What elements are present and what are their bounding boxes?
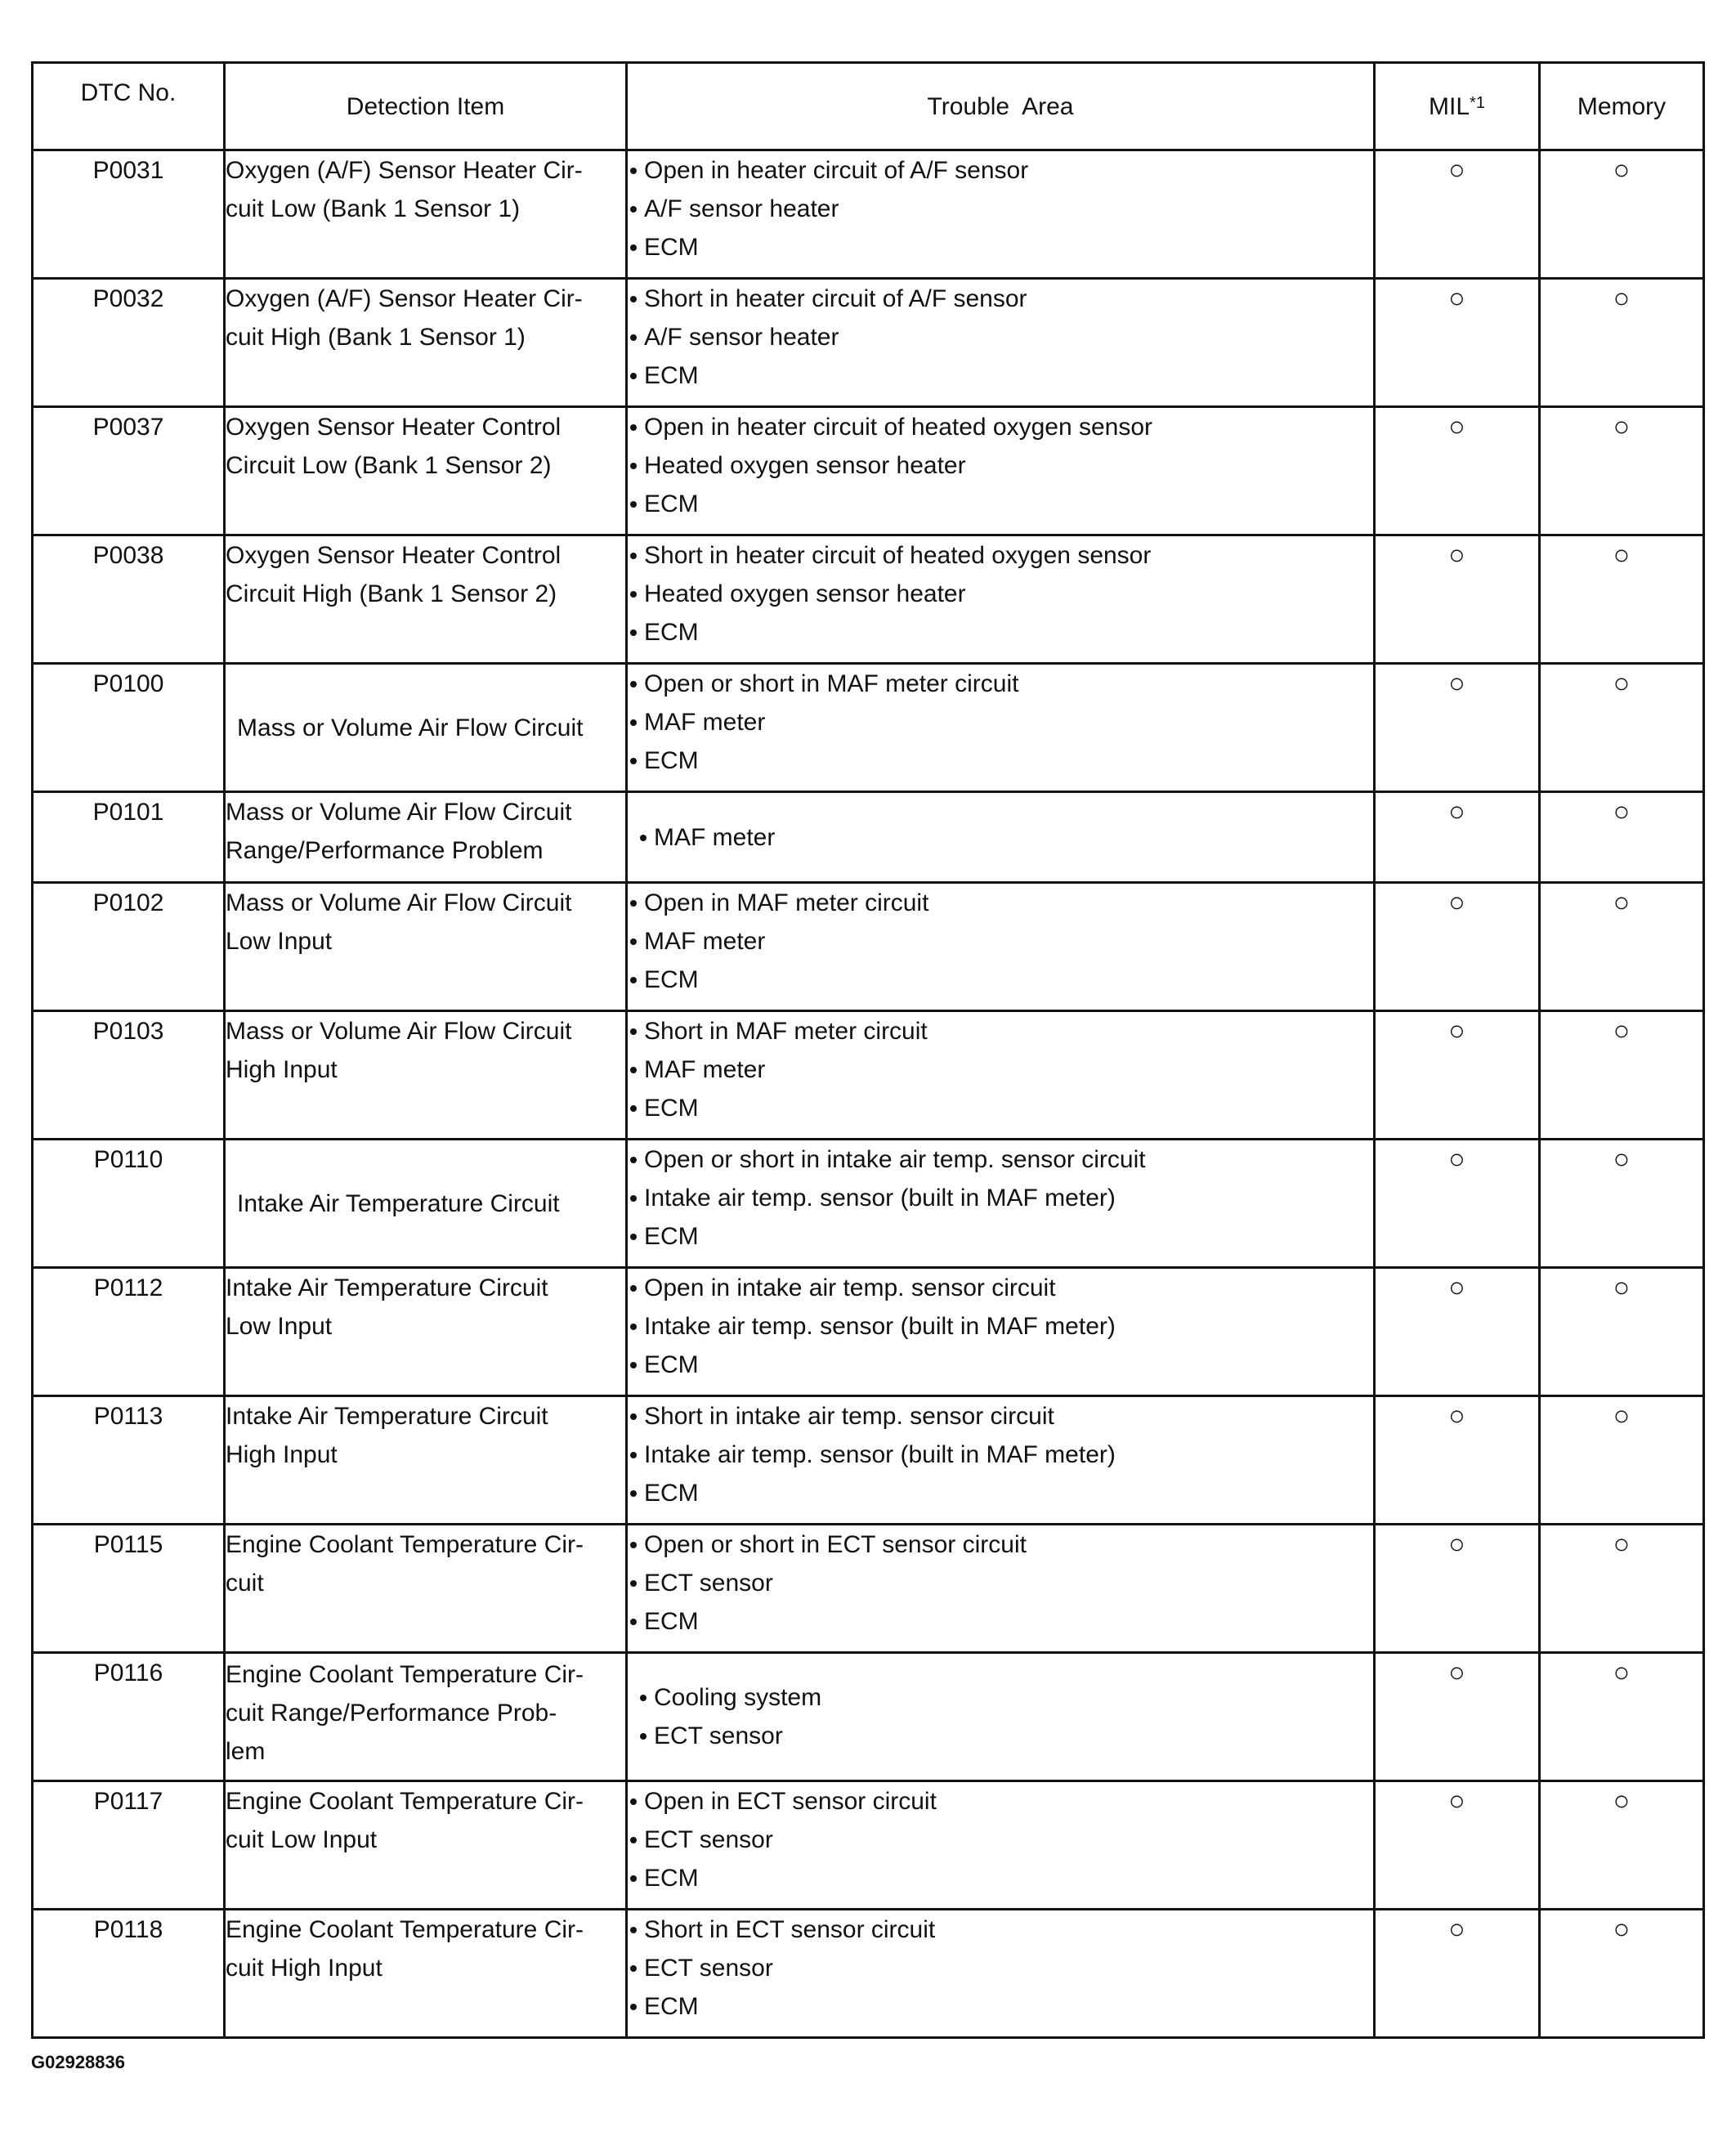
memory-cell [1540,1011,1704,1140]
trouble-area-item: Short in intake air temp. sensor circuit [628,1397,1373,1436]
mil-circle-icon: ○ [1448,540,1465,571]
trouble-area-item: Short in heater circuit of A/F sensor [628,280,1373,318]
detection-item: Oxygen Sensor Heater Control Circuit Low (Bank 1 Sensor 2) [225,407,627,535]
trouble-area-list [628,884,1373,999]
trouble-area-item: ECM [628,1346,1373,1384]
trouble-area-item: Intake air temp. sensor (built in MAF meter) [628,1179,1373,1217]
trouble-area-item: Open or short in ECT sensor circuit [628,1525,1373,1564]
detection-item: Oxygen Sensor Heater Control Circuit High (Bank 1 Sensor 2) [225,535,627,664]
trouble-area-item: Short in heater circuit of heated oxygen sensor [628,536,1373,575]
mil-circle-icon: ○ [1448,668,1465,699]
memory-circle-icon: ○ [1613,1785,1631,1816]
dtc-code: P0118 [33,1910,225,2038]
dtc-code: P0100 [33,664,225,792]
trouble-area-item: A/F sensor heater [628,318,1373,356]
dtc-code: P0113 [33,1396,225,1525]
dtc-code: P0110 [33,1140,225,1268]
trouble-area-item: ECT sensor [638,1717,1365,1755]
trouble-area-item: Open in heater circuit of heated oxygen sensor [628,408,1373,446]
trouble-area-list [628,1782,1373,1897]
header-mil: MIL $^{*1}$ [1375,63,1540,150]
table-row [33,1653,1704,1781]
memory-circle-icon: ○ [1613,155,1631,186]
trouble-area-item: ECM [628,1217,1373,1256]
table-row [33,883,1704,1011]
trouble-area-list [628,1525,1373,1641]
memory-cell [1540,1653,1704,1781]
memory-cell [1540,279,1704,407]
trouble-area-list [628,536,1373,652]
memory-circle-icon: ○ [1613,1015,1631,1046]
trouble-area-item: Intake air temp. sensor (built in MAF meter) [628,1436,1373,1474]
memory-circle-icon: ○ [1613,540,1631,571]
memory-circle-icon: ○ [1613,283,1631,314]
trouble-area [627,1910,1375,2038]
trouble-area [627,279,1375,407]
detection-item: Mass or Volume Air Flow Circuit Low Input [225,883,627,1011]
trouble-area-item: Short in ECT sensor circuit [628,1910,1373,1949]
trouble-area-list [628,1269,1373,1384]
mil-cell [1375,150,1540,279]
dtc-code: P0112 [33,1268,225,1396]
table-row [33,1268,1704,1396]
trouble-area [627,664,1375,792]
trouble-area [627,1653,1375,1781]
mil-circle-icon: ○ [1448,1144,1465,1175]
trouble-area-list [638,1678,1365,1755]
memory-cell [1540,792,1704,883]
memory-circle-icon: ○ [1613,668,1631,699]
trouble-area-item: A/F sensor heater [628,190,1373,228]
memory-circle-icon: ○ [1613,887,1631,918]
header-memory: Memory [1540,63,1704,150]
trouble-area [627,1011,1375,1140]
trouble-area-item: ECM [628,1987,1373,2026]
trouble-area-list [628,408,1373,523]
memory-circle-icon: ○ [1613,1657,1631,1688]
detection-item: Mass or Volume Air Flow Circuit Range/Performance Problem [225,792,627,883]
dtc-code: P0117 [33,1781,225,1910]
table-body [33,150,1704,2038]
trouble-area-item: Open or short in MAF meter circuit [628,665,1373,703]
memory-circle-icon: ○ [1613,1272,1631,1303]
table-row [33,1910,1704,2038]
memory-cell [1540,1268,1704,1396]
trouble-area-item: Open in intake air temp. sensor circuit [628,1269,1373,1307]
mil-cell [1375,1653,1540,1781]
table-row [33,664,1704,792]
memory-cell [1540,1781,1704,1910]
mil-cell [1375,883,1540,1011]
memory-cell [1540,664,1704,792]
trouble-area-list [628,665,1373,780]
dtc-code: P0031 [33,150,225,279]
mil-circle-icon: ○ [1448,1015,1465,1046]
dtc-code: P0102 [33,883,225,1011]
mil-circle-icon: ○ [1448,155,1465,186]
memory-cell [1540,150,1704,279]
memory-cell [1540,535,1704,664]
header-row [33,63,1704,150]
table-row [33,1781,1704,1910]
trouble-area-item: ECM [628,1474,1373,1512]
memory-circle-icon: ○ [1613,1144,1631,1175]
trouble-area-item: ECM [628,1602,1373,1641]
mil-cell [1375,1011,1540,1140]
trouble-area-item: ECM [628,741,1373,780]
memory-circle-icon: ○ [1613,1914,1631,1945]
trouble-area-item: ECT sensor [628,1821,1373,1859]
memory-cell [1540,1396,1704,1525]
trouble-area-item: ECM [628,613,1373,652]
header-detection-item: Detection Item [225,63,627,150]
trouble-area-item: ECM [628,228,1373,267]
memory-circle-icon: ○ [1613,1400,1631,1431]
trouble-area-item: ECM [628,1089,1373,1127]
trouble-area [627,407,1375,535]
table-row [33,792,1704,883]
table-row [33,1525,1704,1653]
memory-cell [1540,407,1704,535]
header-trouble-area: Trouble Area [627,63,1375,150]
mil-cell [1375,407,1540,535]
memory-cell [1540,1140,1704,1268]
dtc-code: P0116 [33,1653,225,1781]
detection-item: Oxygen (A/F) Sensor Heater Cir- cuit Low (Bank 1 Sensor 1) [225,150,627,279]
trouble-area-list [628,1910,1373,2026]
mil-label: MIL [1429,92,1470,120]
trouble-area-item: Cooling system [638,1678,1365,1717]
mil-circle-icon: ○ [1448,411,1465,442]
trouble-area [627,792,1375,883]
detection-item: Intake Air Temperature Circuit High Input [225,1396,627,1525]
trouble-area [627,150,1375,279]
memory-circle-icon: ○ [1613,411,1631,442]
trouble-area-item: ECM [628,1859,1373,1897]
mil-circle-icon: ○ [1448,796,1465,827]
header-dtc-no: DTC No. [33,63,225,150]
trouble-area-item: ECM [628,961,1373,999]
table-row [33,1011,1704,1140]
trouble-area [627,883,1375,1011]
trouble-area-item: Short in MAF meter circuit [628,1012,1373,1050]
mil-circle-icon: ○ [1448,283,1465,314]
dtc-code: P0037 [33,407,225,535]
trouble-area-item: Open in heater circuit of A/F sensor [628,151,1373,190]
trouble-area-item: MAF meter [628,703,1373,741]
trouble-area [627,1140,1375,1268]
trouble-area [627,535,1375,664]
trouble-area-item: MAF meter [628,922,1373,961]
trouble-area-item: ECT sensor [628,1949,1373,1987]
mil-cell [1375,664,1540,792]
memory-cell [1540,883,1704,1011]
table-row [33,1396,1704,1525]
mil-cell [1375,1525,1540,1653]
trouble-area-item: Heated oxygen sensor heater [628,575,1373,613]
trouble-area-list [628,1012,1373,1127]
detection-item: Oxygen (A/F) Sensor Heater Cir- cuit High (Bank 1 Sensor 1) [225,279,627,407]
mil-cell [1375,1781,1540,1910]
detection-item: Intake Air Temperature Circuit Low Input [225,1268,627,1396]
mil-cell [1375,1396,1540,1525]
trouble-area-item: Open in MAF meter circuit [628,884,1373,922]
memory-circle-icon: ○ [1613,796,1631,827]
table-row [33,535,1704,664]
trouble-area-list [628,1140,1373,1256]
trouble-area-item: ECT sensor [628,1564,1373,1602]
mil-cell [1375,279,1540,407]
detection-item: Mass or Volume Air Flow Circuit [225,664,627,792]
memory-cell [1540,1525,1704,1653]
trouble-area-list [628,280,1373,395]
mil-cell [1375,535,1540,664]
mil-circle-icon: ○ [1448,1400,1465,1431]
dtc-code: P0038 [33,535,225,664]
trouble-area-item: Open in ECT sensor circuit [628,1782,1373,1821]
mil-circle-icon: ○ [1448,1657,1465,1688]
detection-item: Engine Coolant Temperature Cir- cuit [225,1525,627,1653]
detection-item: Engine Coolant Temperature Cir- cuit High Input [225,1910,627,2038]
dtc-code: P0103 [33,1011,225,1140]
table-row [33,279,1704,407]
trouble-area-item: MAF meter [638,818,1365,857]
trouble-area-list [628,1397,1373,1512]
table-row [33,407,1704,535]
trouble-area [627,1396,1375,1525]
detection-item: Engine Coolant Temperature Cir- cuit Range/Performance Prob- lem [225,1653,627,1781]
trouble-area-item: Open or short in intake air temp. sensor circuit [628,1140,1373,1179]
dtc-code: P0115 [33,1525,225,1653]
trouble-area-list [638,818,1365,857]
trouble-area-item: Intake air temp. sensor (built in MAF meter) [628,1307,1373,1346]
mil-cell [1375,1910,1540,2038]
table-row [33,1140,1704,1268]
table-row [33,150,1704,279]
memory-cell [1540,1910,1704,2038]
mil-cell [1375,1268,1540,1396]
mil-circle-icon: ○ [1448,887,1465,918]
mil-cell [1375,1140,1540,1268]
detection-item: Engine Coolant Temperature Cir- cuit Low Input [225,1781,627,1910]
trouble-area [627,1268,1375,1396]
trouble-area-list [628,151,1373,267]
trouble-area-item: Heated oxygen sensor heater [628,446,1373,485]
dtc-code: P0032 [33,279,225,407]
dtc-code: P0101 [33,792,225,883]
mil-circle-icon: ○ [1448,1529,1465,1560]
memory-circle-icon: ○ [1613,1529,1631,1560]
trouble-area [627,1781,1375,1910]
figure-code: G02928836 [31,2052,125,2072]
mil-circle-icon: ○ [1448,1914,1465,1945]
detection-item: Intake Air Temperature Circuit [225,1140,627,1268]
dtc-table [31,61,1705,2039]
trouble-area-item: ECM [628,356,1373,395]
trouble-area-item: MAF meter [628,1050,1373,1089]
mil-circle-icon: ○ [1448,1785,1465,1816]
mil-cell [1375,792,1540,883]
trouble-area-item: ECM [628,485,1373,523]
trouble-area [627,1525,1375,1653]
mil-circle-icon: ○ [1448,1272,1465,1303]
detection-item: Mass or Volume Air Flow Circuit High Input [225,1011,627,1140]
